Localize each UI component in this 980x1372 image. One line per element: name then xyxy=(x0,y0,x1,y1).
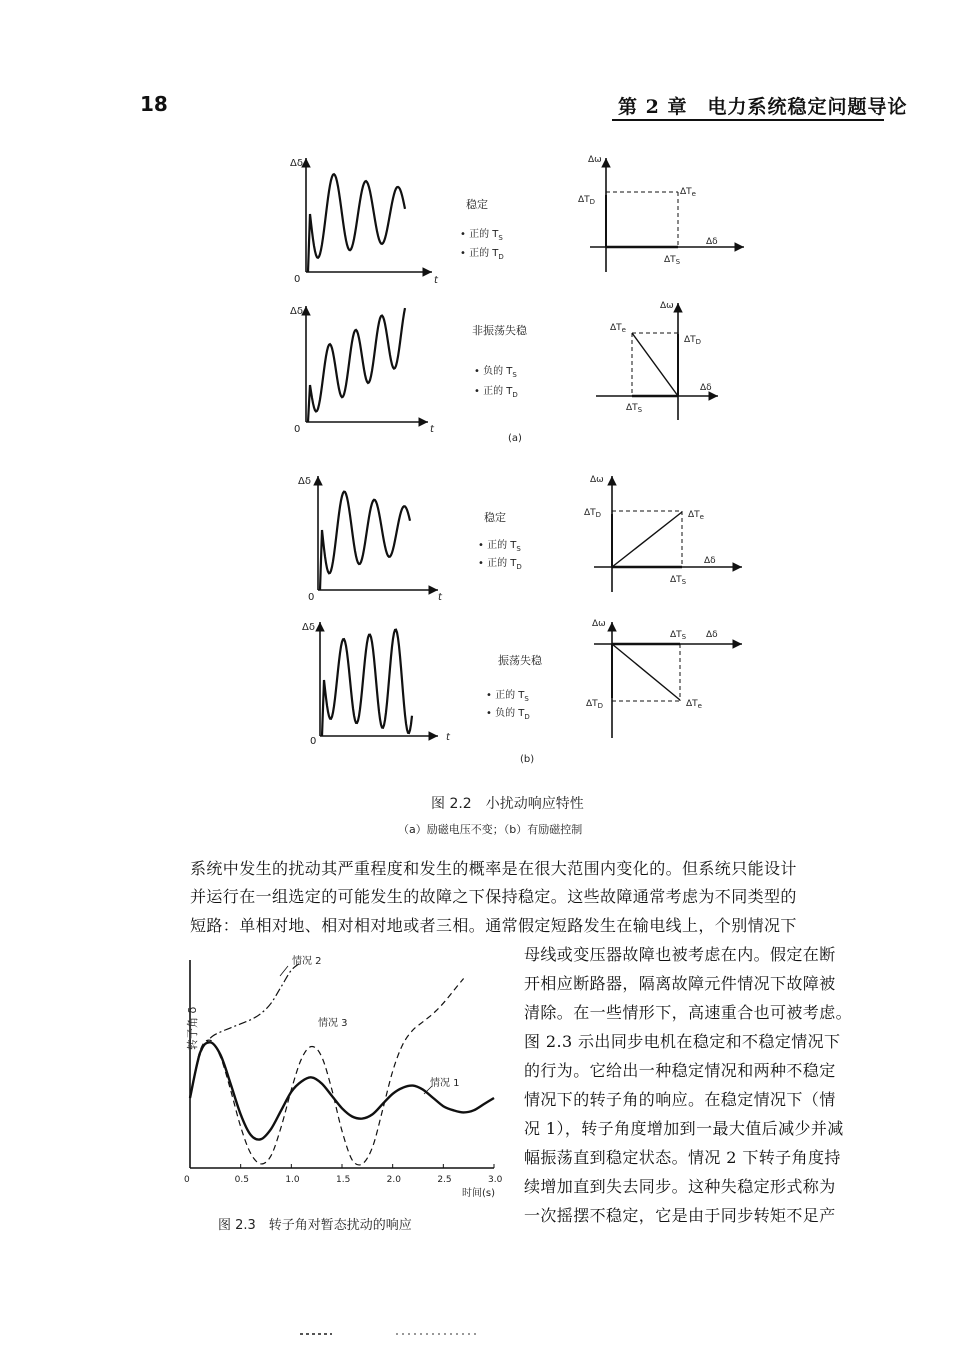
svg-text:Δδ: Δδ xyxy=(704,556,716,566)
page-number: 18 xyxy=(140,92,168,116)
svg-text:Δδ: Δδ xyxy=(706,630,718,640)
svg-text:Δω: Δω xyxy=(590,475,604,485)
side-line-2: 开相应断路器，隔离故障元件情况下故障被 xyxy=(524,974,836,993)
svg-text:ΔTS: $\Delta T_S$ xyxy=(626,403,643,414)
fig23-xlabel: 时间(s) xyxy=(462,1188,496,1199)
fig22-caption: 图 2.2 小扰动响应特性 xyxy=(431,796,584,812)
p1-response-curve xyxy=(308,174,405,272)
side-line-4: 图 2.3 示出同步电机在稳定和不稳定情况下 xyxy=(524,1032,841,1051)
svg-text:ΔTD: $\Delta T_D$ xyxy=(584,508,602,519)
svg-text:ΔTe: $\Delta T_e$ xyxy=(680,187,696,198)
side-line-6: 情况下的转子角的响应。在稳定情况下（情 xyxy=(524,1090,836,1109)
svg-text:振荡失稳: 振荡失稳 xyxy=(498,654,542,667)
body-line-3: 短路：单相对地、相对相对地或者三相。通常假定短路发生在输电线上，个别情况下 xyxy=(190,916,797,935)
svg-text:ΔTS: $\Delta T_S$ xyxy=(670,575,687,586)
svg-text:稳定: 稳定 xyxy=(484,511,506,524)
svg-text:• 正的 TS: • 正的 $T_S$ xyxy=(486,690,529,703)
svg-text:• 正的 TD: • 正的 $T_D$ xyxy=(474,386,518,399)
fig23-chart xyxy=(184,954,503,1199)
svg-text:ΔTS: $\Delta T_S$ xyxy=(670,630,687,641)
side-line-7: 况 1），转子角度增加到一最大值后减少并减 xyxy=(524,1119,844,1138)
svg-text:Δδ: Δδ xyxy=(298,476,311,487)
fig23-xtick-label: 0 xyxy=(184,1175,190,1185)
fig23-series-3 xyxy=(190,979,464,1165)
fig23-caption: 图 2.3 转子角对暂态扰动的响应 xyxy=(218,1218,412,1233)
fig23-xtick-label: 2.5 xyxy=(437,1175,452,1185)
svg-text:t: t xyxy=(446,732,450,743)
p1-item-2: • 正的 $T_D$ xyxy=(460,248,504,261)
svg-text:t: t xyxy=(438,592,442,603)
fig22-panel-4 xyxy=(302,619,742,747)
fig23-xtick-label: 1.0 xyxy=(285,1175,300,1185)
fig22-panel-2 xyxy=(290,301,718,435)
svg-text:ΔTS: $\Delta T_S$ xyxy=(664,255,681,266)
svg-text:ΔTD: $\Delta T_D$ xyxy=(586,699,604,710)
fig22-sublabel-b: (b) xyxy=(520,754,535,765)
svg-text:• 正的 TD: • 正的 $T_D$ xyxy=(478,558,522,571)
fig22-subcaption: （a）励磁电压不变；（b）有励磁控制 xyxy=(398,823,583,836)
fig23-series-2 xyxy=(190,962,302,1098)
p1-origin: 0 xyxy=(294,274,301,285)
fig23-xtick-label: 1.5 xyxy=(336,1175,351,1185)
side-line-8: 幅振荡直到稳定状态。情况 2 下转子角度持 xyxy=(524,1148,841,1167)
side-line-9: 续增加直到失去同步。这种失稳定形式称为 xyxy=(524,1177,836,1196)
p1-tlabel: t xyxy=(434,275,438,286)
svg-text:0: 0 xyxy=(310,736,317,747)
p3-response-curve xyxy=(320,492,410,590)
svg-text:ΔTe: $\Delta T_e$ xyxy=(688,510,704,521)
fig22-sublabel-a: (a) xyxy=(508,433,522,444)
chapter-title: 第 2 章 电力系统稳定问题导论 xyxy=(618,96,908,118)
svg-text:Δδ: Δδ xyxy=(700,383,712,393)
p1-item-1: • 正的 $T_S$ xyxy=(460,229,503,242)
svg-text:ΔTe: $\Delta T_e$ xyxy=(610,323,626,334)
p4-response-curve xyxy=(322,630,412,736)
svg-text:t: t xyxy=(430,424,434,435)
body-line-2: 并运行在一组选定的可能发生的故障之下保持稳定。这些故障通常考虑为不同类型的 xyxy=(190,887,797,906)
svg-text:Δδ: Δδ xyxy=(706,237,718,247)
side-line-10: 一次摇摆不稳定，它是由于同步转矩不足产 xyxy=(524,1206,836,1225)
fig23-xtick-label: 0.5 xyxy=(234,1175,249,1185)
p1-omega: Δω xyxy=(588,155,602,165)
svg-text:• 负的 TD: • 负的 $T_D$ xyxy=(486,708,530,721)
fig23-label-case1: 情况 1 xyxy=(430,1078,460,1089)
fig22-panel-1 xyxy=(290,155,744,286)
fig23-xtick-label: 2.0 xyxy=(386,1175,401,1185)
svg-text:0: 0 xyxy=(308,592,315,603)
svg-text:Δω: Δω xyxy=(660,301,674,311)
body-line-1: 系统中发生的扰动其严重程度和发生的概率是在很大范围内变化的。但系统只能设计 xyxy=(190,859,797,878)
svg-text:ΔTe: $\Delta T_e$ xyxy=(686,699,702,710)
fig23-series-1 xyxy=(190,1042,494,1139)
fig23-ylabel: 转子角 δ xyxy=(186,1006,199,1050)
svg-text:Δω: Δω xyxy=(592,619,606,629)
svg-text:• 负的 TS: • 负的 $T_S$ xyxy=(474,366,517,379)
svg-text:0: 0 xyxy=(294,424,301,435)
svg-text:ΔTD: $\Delta T_D$ xyxy=(578,195,596,206)
fig22-panel-3 xyxy=(298,475,742,603)
svg-text:Δδ: Δδ xyxy=(290,306,303,317)
fig23-label-case3: 情况 3 xyxy=(318,1018,348,1029)
svg-text:• 正的 TS: • 正的 $T_S$ xyxy=(478,540,521,553)
fig23-label-case2: 情况 2 xyxy=(292,956,322,967)
p1-state: 稳定 xyxy=(466,198,488,211)
side-line-5: 的行为。它给出一种稳定情况和两种不稳定 xyxy=(524,1061,836,1080)
p2-response-curve xyxy=(308,308,405,422)
side-line-1: 母线或变压器故障也被考虑在内。假定在断 xyxy=(524,945,836,964)
svg-text:ΔTD: $\Delta T_D$ xyxy=(684,335,702,346)
svg-text:非振荡失稳: 非振荡失稳 xyxy=(472,324,527,337)
svg-text:Δδ: Δδ xyxy=(302,622,315,633)
fig23-xtick-label: 3.0 xyxy=(488,1175,503,1185)
side-line-3: 清除。在一些情形下，高速重合也可被考虑。 xyxy=(524,1003,853,1022)
p1-ylabel: Δδ xyxy=(290,158,303,169)
